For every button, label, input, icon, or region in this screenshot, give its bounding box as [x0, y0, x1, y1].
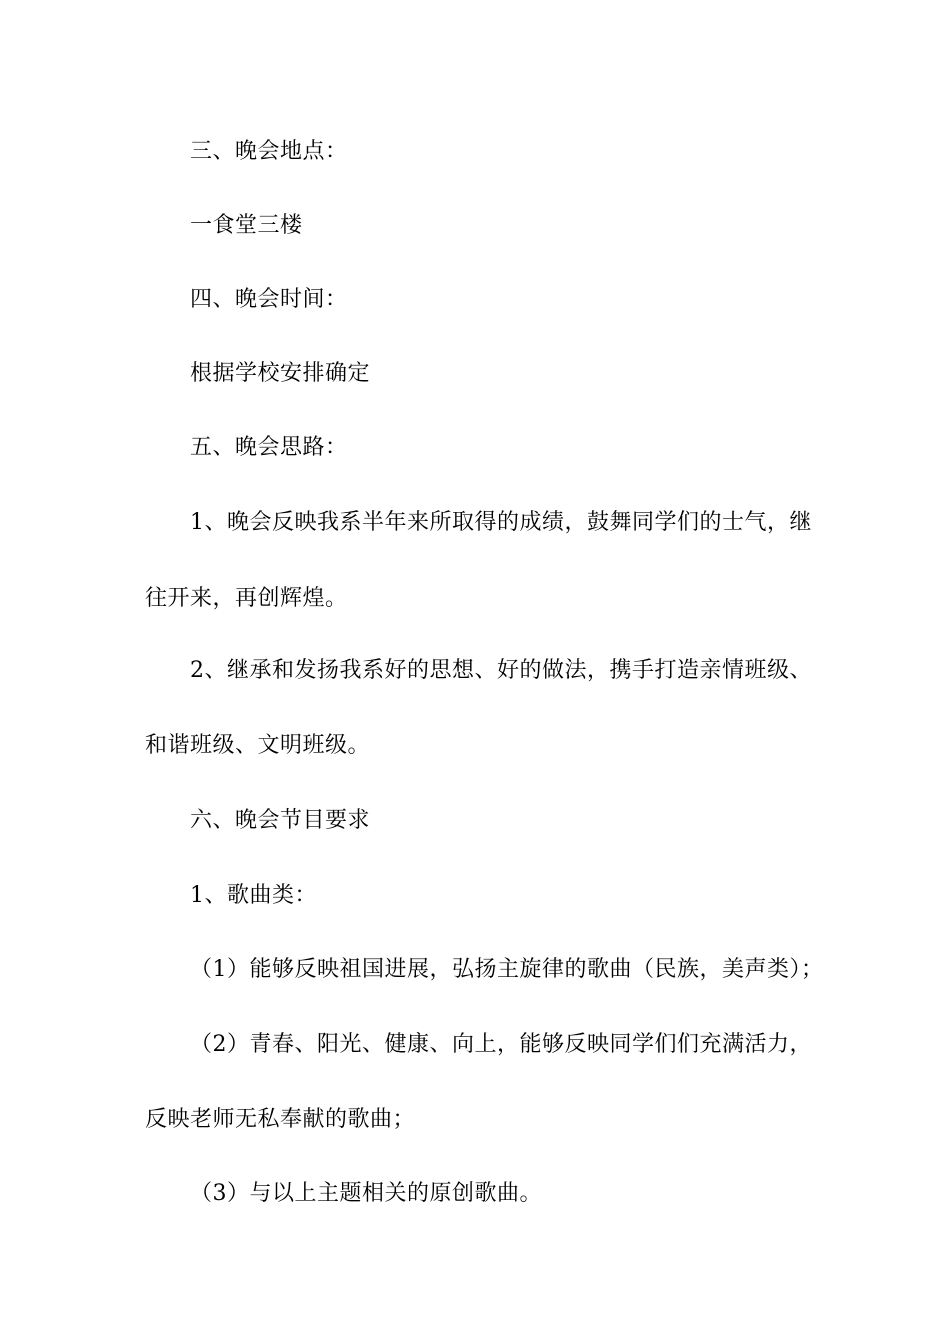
heading-concept: 五、晚会思路： [190, 435, 348, 460]
list-item-song-3: （3）与以上主题相关的原创歌曲。 [190, 1181, 542, 1206]
heading-songs: 1、歌曲类： [190, 883, 317, 908]
heading-time: 四、晚会时间： [190, 287, 348, 312]
paragraph-concept-2: 2、继承和发扬我系好的思想、好的做法，携手打造亲情班级、 [190, 658, 812, 683]
paragraph-venue: 一食堂三楼 [190, 213, 303, 238]
paragraph-concept-1: 1、晚会反映我系半年来所取得的成绩，鼓舞同学们的士气，继 [190, 510, 812, 535]
list-item-song-2: （2）青春、阳光、健康、向上，能够反映同学们们充满活力， [190, 1032, 812, 1057]
list-item-song-2-cont: 反映老师无私奉献的歌曲； [145, 1107, 416, 1132]
heading-requirements: 六、晚会节目要求 [190, 808, 371, 833]
paragraph-concept-1-cont: 往开来，再创辉煌。 [145, 586, 348, 611]
paragraph-concept-2-cont: 和谐班级、文明班级。 [145, 733, 371, 758]
paragraph-time: 根据学校安排确定 [190, 361, 371, 386]
list-item-song-1: （1）能够反映祖国进展，弘扬主旋律的歌曲（民族，美声类）； [190, 957, 824, 982]
heading-venue: 三、晚会地点： [190, 139, 348, 164]
